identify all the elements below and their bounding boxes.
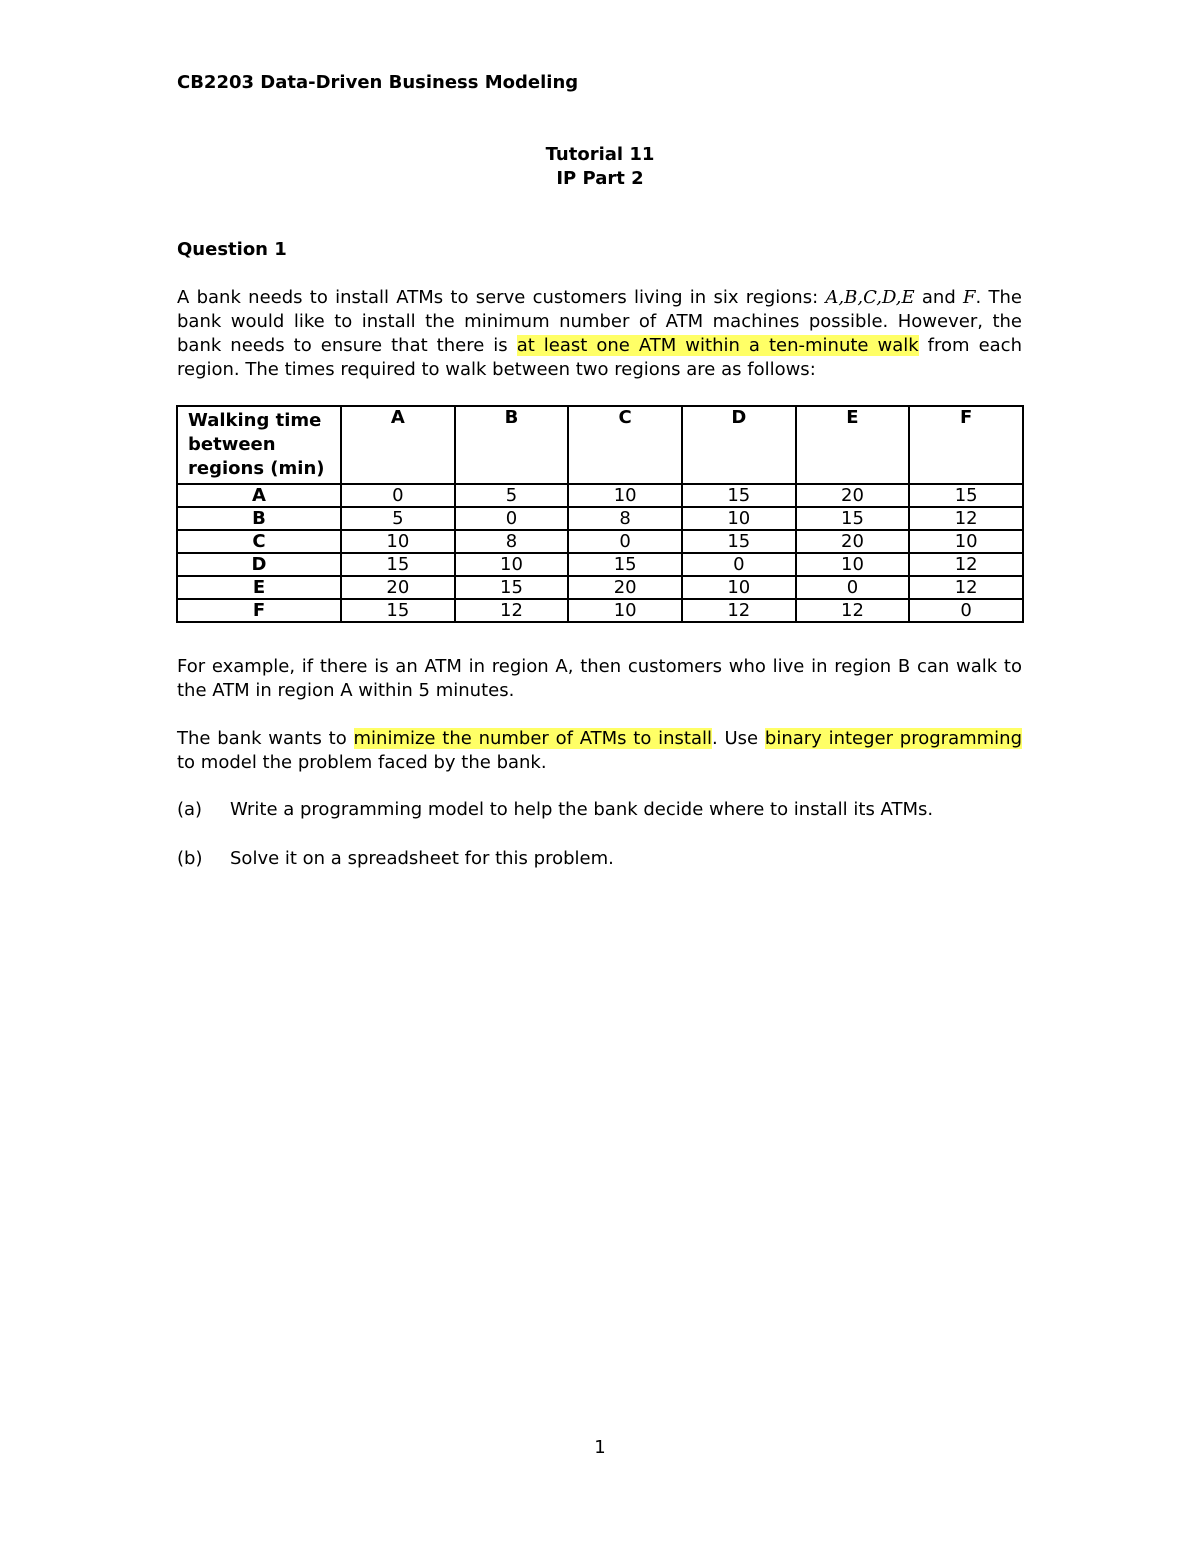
row-header: C <box>177 530 341 553</box>
tutorial-subtitle: IP Part 2 <box>556 168 644 189</box>
part-text: Write a programming model to help the bank decide where to install its ATMs. <box>230 799 934 820</box>
table-row <box>177 484 1023 507</box>
tutorial-title: Tutorial 11 <box>545 144 655 165</box>
objective-pre: The bank wants to <box>177 728 354 749</box>
table-cell: 10 <box>341 530 455 553</box>
table-cell: 0 <box>341 484 455 507</box>
part-text: Solve it on a spreadsheet for this problem. <box>230 848 614 869</box>
table-row <box>177 576 1023 599</box>
table-cell: 12 <box>909 576 1023 599</box>
table-cell: 15 <box>341 553 455 576</box>
table-cell: 12 <box>909 553 1023 576</box>
table-cell: 8 <box>568 507 682 530</box>
table-cell: 10 <box>796 553 910 576</box>
objective-post: to model the problem faced by the bank. <box>177 752 547 773</box>
table-header-row <box>177 406 1023 484</box>
table-cell: 15 <box>341 599 455 622</box>
objective-paragraph <box>177 727 1022 775</box>
page-number: 1 <box>594 1437 606 1458</box>
table-cell: 15 <box>682 530 796 553</box>
table-row <box>177 530 1023 553</box>
table-cell: 15 <box>682 484 796 507</box>
table-cell: 12 <box>909 507 1023 530</box>
table-cell: 15 <box>909 484 1023 507</box>
table-cell: 10 <box>568 599 682 622</box>
table-cell: 20 <box>796 530 910 553</box>
intro-text-c: from each region. The times required to walk between two regions are as follows: <box>177 335 1022 380</box>
table-cell: 10 <box>682 576 796 599</box>
intro-text-a: A bank needs to install ATMs to serve customers living in six regions: <box>177 287 826 308</box>
highlight-minimize-atms: minimize the number of ATMs to install <box>353 728 713 749</box>
highlight-binary-integer-programming: binary integer programming <box>764 728 1022 749</box>
row-header: A <box>177 484 341 507</box>
part-a <box>177 799 933 820</box>
corner-line-2: between <box>188 434 276 455</box>
row-header: E <box>177 576 341 599</box>
table-cell: 15 <box>455 576 569 599</box>
table-cell: 0 <box>455 507 569 530</box>
row-header: B <box>177 507 341 530</box>
table-cell: 0 <box>909 599 1023 622</box>
column-header: C <box>568 406 682 484</box>
table-row <box>177 553 1023 576</box>
part-label: (a) <box>177 799 203 820</box>
example-paragraph: For example, if there is an ATM in region A, then customers who live in region B can walk to the ATM in region A within 5 minutes. <box>177 656 1022 701</box>
table-cell: 12 <box>455 599 569 622</box>
row-header: F <box>177 599 341 622</box>
table-cell: 20 <box>568 576 682 599</box>
intro-text-b: . The bank would like to install the minimum number of ATM machines possible. However, the bank needs to ensure that there is <box>177 287 1023 356</box>
table-cell: 5 <box>455 484 569 507</box>
regions-math: A,B,C,D,E <box>825 287 915 308</box>
column-header: F <box>909 406 1023 484</box>
column-header: B <box>455 406 569 484</box>
table-cell: 10 <box>455 553 569 576</box>
table-cell: 10 <box>568 484 682 507</box>
row-header: D <box>177 553 341 576</box>
question-intro-paragraph <box>177 286 1022 382</box>
part-label: (b) <box>177 848 203 869</box>
corner-line-3: regions (min) <box>188 458 325 479</box>
table-cell: 20 <box>796 484 910 507</box>
table-row <box>177 599 1023 622</box>
column-header: E <box>796 406 910 484</box>
table-cell: 0 <box>682 553 796 576</box>
column-header: A <box>341 406 455 484</box>
corner-line-1: Walking time <box>188 410 322 431</box>
table-cell: 15 <box>568 553 682 576</box>
table-corner-header <box>177 406 341 484</box>
and-word: and <box>914 287 964 308</box>
table-cell: 12 <box>682 599 796 622</box>
table-cell: 5 <box>341 507 455 530</box>
part-b <box>177 848 614 869</box>
table-cell: 8 <box>455 530 569 553</box>
table-cell: 10 <box>909 530 1023 553</box>
table-cell: 0 <box>796 576 910 599</box>
column-header: D <box>682 406 796 484</box>
course-title: CB2203 Data-Driven Business Modeling <box>177 72 579 93</box>
last-region-math: F <box>963 287 976 308</box>
table-cell: 15 <box>796 507 910 530</box>
walking-time-table <box>176 405 1024 623</box>
highlight-ten-minute-walk: at least one ATM within a ten-minute walk <box>516 335 919 356</box>
table-row <box>177 507 1023 530</box>
table-cell: 0 <box>568 530 682 553</box>
question-heading: Question 1 <box>177 239 287 260</box>
table-cell: 12 <box>796 599 910 622</box>
table-cell: 20 <box>341 576 455 599</box>
objective-mid: . Use <box>712 728 765 749</box>
tutorial-title-block <box>0 143 1200 191</box>
table-cell: 10 <box>682 507 796 530</box>
